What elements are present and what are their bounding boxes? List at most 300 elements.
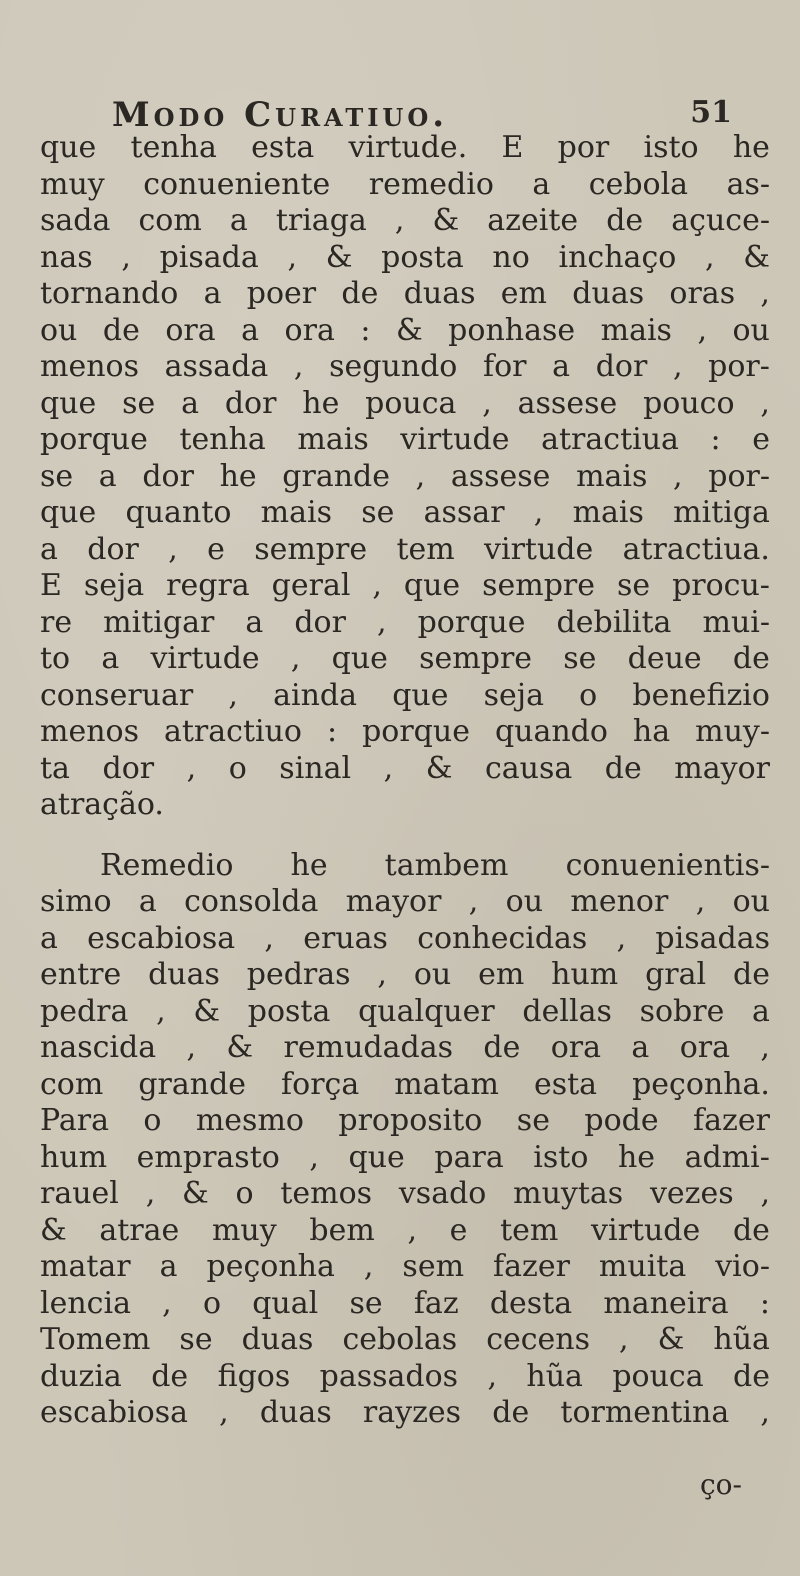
word: , bbox=[186, 1030, 197, 1065]
word: atractiuo bbox=[163, 714, 302, 749]
word: pisada bbox=[159, 239, 259, 275]
word: faz bbox=[413, 1285, 459, 1321]
word: menos bbox=[40, 714, 139, 749]
page-number: 51 bbox=[690, 95, 732, 130]
word: ora bbox=[550, 1030, 602, 1065]
word: & bbox=[226, 1030, 254, 1065]
word: a bbox=[138, 884, 157, 919]
word: quanto bbox=[125, 495, 232, 530]
word: escabiosa bbox=[40, 1395, 188, 1430]
word: he bbox=[302, 385, 340, 421]
word: hũa bbox=[526, 1358, 583, 1394]
word: & bbox=[325, 239, 353, 275]
word: esta bbox=[251, 130, 315, 165]
word: conueniente bbox=[143, 166, 331, 202]
word: , bbox=[293, 349, 304, 384]
word: remudadas bbox=[283, 1030, 453, 1065]
word: mais bbox=[600, 312, 672, 348]
word: gral bbox=[645, 957, 707, 992]
word: ou bbox=[413, 957, 452, 992]
word: hũa bbox=[713, 1322, 770, 1357]
word: , bbox=[186, 750, 197, 786]
word: debilita bbox=[556, 604, 672, 640]
word: quando bbox=[494, 714, 608, 749]
word: sem bbox=[402, 1249, 465, 1284]
catchword: ço- bbox=[700, 1468, 742, 1501]
text-line bbox=[40, 276, 770, 313]
word: , bbox=[673, 458, 683, 494]
word: mitiga bbox=[673, 495, 770, 530]
word: tem bbox=[396, 531, 455, 567]
word: , bbox=[672, 349, 683, 384]
word: fazer bbox=[693, 1103, 770, 1138]
text-line bbox=[40, 678, 770, 715]
word: duas bbox=[403, 276, 476, 311]
word: , bbox=[290, 641, 301, 676]
word: dor bbox=[294, 604, 346, 640]
word: muy bbox=[40, 166, 105, 202]
word: hum bbox=[551, 957, 619, 992]
word: assada bbox=[164, 349, 269, 384]
word: assese bbox=[517, 385, 618, 421]
word: pouca bbox=[612, 1358, 704, 1394]
text-line bbox=[40, 1249, 770, 1286]
word: poer bbox=[246, 276, 317, 311]
word: , bbox=[363, 1249, 374, 1284]
word: dor bbox=[142, 458, 194, 494]
word: ainda bbox=[273, 677, 358, 713]
word: que bbox=[40, 385, 97, 421]
word: mui- bbox=[702, 604, 770, 640]
word: tormentina bbox=[560, 1395, 730, 1430]
word: se bbox=[563, 641, 597, 676]
word: isto bbox=[533, 1139, 589, 1175]
word: atractiua bbox=[541, 422, 679, 457]
text-line bbox=[40, 1395, 770, 1432]
text-line bbox=[40, 957, 770, 994]
word: se bbox=[349, 1285, 383, 1321]
word: escabiosa bbox=[87, 920, 236, 956]
word: atrae bbox=[99, 1212, 180, 1248]
word: por- bbox=[708, 349, 770, 384]
word: a bbox=[245, 604, 264, 640]
word: duas bbox=[148, 957, 220, 992]
word: lencia bbox=[40, 1285, 131, 1321]
word: Remedio bbox=[100, 847, 234, 883]
word: qual bbox=[252, 1285, 319, 1321]
word: , bbox=[760, 1395, 770, 1430]
word: & bbox=[425, 750, 453, 786]
word: tornando bbox=[40, 276, 179, 311]
word: eruas bbox=[303, 920, 388, 956]
word: , bbox=[487, 1358, 497, 1394]
text-line bbox=[40, 1286, 770, 1323]
word: e bbox=[752, 422, 770, 457]
word: nascida bbox=[40, 1030, 157, 1065]
word: de bbox=[732, 641, 770, 676]
text-line bbox=[40, 921, 770, 958]
word: dor bbox=[102, 750, 155, 786]
word: dor bbox=[87, 531, 139, 567]
word: he bbox=[219, 458, 257, 494]
word: a bbox=[203, 276, 222, 311]
word: mayor bbox=[674, 750, 770, 786]
word: vezes bbox=[649, 1176, 734, 1211]
word: he bbox=[290, 847, 328, 883]
word: esta bbox=[533, 1066, 598, 1102]
word: & bbox=[40, 1212, 67, 1248]
word: , bbox=[145, 1176, 156, 1211]
word: ou bbox=[40, 312, 78, 348]
word: pouca bbox=[365, 385, 457, 421]
word: atractiua. bbox=[622, 531, 770, 567]
text-line bbox=[40, 422, 770, 459]
word: seja bbox=[483, 677, 544, 713]
word: , bbox=[219, 1395, 229, 1430]
word: virtude bbox=[591, 1212, 701, 1248]
word: , bbox=[533, 495, 544, 530]
word: for bbox=[483, 349, 527, 384]
text-line bbox=[40, 1067, 770, 1104]
word: se bbox=[616, 568, 651, 603]
word: oras bbox=[669, 276, 736, 311]
word: vio- bbox=[715, 1249, 770, 1284]
word: se bbox=[361, 495, 395, 530]
word: conhecidas bbox=[417, 920, 588, 956]
word: sobre bbox=[639, 993, 725, 1029]
word: : bbox=[710, 422, 721, 457]
word: , bbox=[168, 531, 178, 567]
word: , bbox=[482, 385, 492, 421]
word: o bbox=[202, 1285, 221, 1321]
word: , bbox=[616, 920, 627, 956]
word: Tomem bbox=[40, 1322, 151, 1357]
text-line bbox=[40, 1176, 770, 1213]
word: tem bbox=[500, 1212, 559, 1248]
word: procu- bbox=[672, 568, 770, 603]
word: de bbox=[732, 957, 770, 992]
word: , bbox=[376, 604, 387, 640]
word: mais bbox=[297, 422, 369, 457]
word: & bbox=[743, 239, 770, 275]
word: a bbox=[631, 1030, 650, 1065]
word: nas bbox=[40, 239, 93, 275]
word: duas bbox=[241, 1322, 314, 1357]
text-line bbox=[40, 884, 770, 921]
word: virtude bbox=[400, 422, 510, 457]
word: duzia bbox=[40, 1358, 122, 1394]
word: por bbox=[557, 130, 610, 165]
word: no bbox=[492, 239, 530, 275]
word: duas bbox=[259, 1395, 332, 1430]
word: de bbox=[606, 203, 644, 238]
word: de bbox=[483, 1030, 521, 1065]
word: , bbox=[156, 993, 166, 1029]
word: causa bbox=[484, 750, 573, 786]
word: geral bbox=[271, 568, 351, 603]
word: muita bbox=[598, 1249, 687, 1284]
word: E bbox=[501, 130, 524, 165]
word: he bbox=[732, 130, 770, 165]
word: E bbox=[40, 568, 62, 603]
word: a bbox=[181, 385, 199, 421]
word: a bbox=[241, 312, 260, 348]
word: com bbox=[40, 1066, 104, 1102]
word: mais bbox=[572, 495, 644, 530]
word: tenha bbox=[130, 130, 217, 165]
word: a bbox=[159, 1249, 178, 1284]
word: : bbox=[360, 312, 371, 348]
word: , bbox=[760, 1030, 770, 1065]
word: , bbox=[383, 750, 394, 786]
word: qualquer bbox=[358, 993, 495, 1029]
text-line bbox=[40, 714, 770, 751]
word: e bbox=[207, 531, 225, 567]
word: figos bbox=[217, 1358, 291, 1394]
word: mais bbox=[260, 495, 332, 530]
word: tambem bbox=[384, 847, 509, 883]
text-line bbox=[40, 605, 770, 642]
word: duas bbox=[572, 276, 645, 311]
word: em bbox=[500, 276, 547, 311]
word: triaga bbox=[275, 203, 367, 238]
text-line bbox=[40, 1322, 770, 1359]
word: matam bbox=[394, 1066, 499, 1102]
word: , bbox=[695, 884, 706, 919]
word: mesmo bbox=[195, 1103, 304, 1138]
word: assar bbox=[423, 495, 505, 530]
text-line bbox=[40, 240, 770, 277]
word: , bbox=[760, 276, 770, 311]
word: Para bbox=[40, 1103, 109, 1138]
word: o bbox=[235, 1176, 254, 1211]
word: to bbox=[40, 641, 71, 676]
word: porque bbox=[362, 714, 470, 749]
word: muytas bbox=[513, 1176, 624, 1211]
word: pode bbox=[584, 1103, 659, 1138]
word: , bbox=[705, 239, 715, 275]
word: emprasto bbox=[136, 1139, 280, 1175]
word: segundo bbox=[329, 349, 458, 384]
word: , bbox=[264, 920, 274, 956]
word: força bbox=[281, 1066, 360, 1102]
word: passados bbox=[319, 1358, 459, 1394]
text-line bbox=[40, 1140, 770, 1177]
word: a bbox=[40, 531, 58, 567]
word: se bbox=[40, 458, 74, 494]
word: : bbox=[759, 1285, 770, 1321]
word: & bbox=[182, 1176, 209, 1211]
word: que bbox=[40, 495, 97, 530]
word: : bbox=[326, 714, 338, 749]
word: e bbox=[449, 1212, 468, 1248]
word: que bbox=[40, 130, 97, 165]
word: admi- bbox=[684, 1139, 770, 1175]
word: he bbox=[617, 1139, 656, 1175]
word: seja bbox=[83, 568, 145, 603]
word: a bbox=[40, 920, 58, 956]
word: para bbox=[434, 1139, 504, 1175]
text-line bbox=[40, 1213, 770, 1250]
text-line bbox=[40, 495, 770, 532]
word: grande bbox=[282, 458, 391, 494]
text-line bbox=[40, 459, 770, 496]
running-head: Modo Curatiuo. bbox=[112, 95, 449, 135]
text-line bbox=[40, 1103, 770, 1140]
word: matar bbox=[40, 1249, 131, 1284]
word: com bbox=[138, 203, 202, 238]
word: hum bbox=[40, 1139, 108, 1175]
word: proposito bbox=[338, 1103, 483, 1138]
word: entre bbox=[40, 957, 122, 992]
word: remedio bbox=[368, 166, 494, 202]
word: posta bbox=[381, 239, 464, 275]
word: se bbox=[122, 385, 156, 421]
word: mais bbox=[576, 458, 648, 494]
word: rayzes bbox=[362, 1395, 462, 1430]
word: que bbox=[331, 641, 388, 676]
word: , bbox=[372, 568, 382, 603]
word: sada bbox=[40, 203, 111, 238]
word: virtude. bbox=[348, 130, 468, 165]
word: virtude bbox=[484, 531, 594, 567]
word: sempre bbox=[419, 641, 533, 676]
word: açuce- bbox=[671, 203, 770, 238]
word: simo bbox=[40, 884, 112, 919]
word: , bbox=[394, 203, 405, 238]
word: ta bbox=[40, 750, 70, 786]
word: a bbox=[101, 641, 120, 676]
word: peçonha. bbox=[632, 1066, 770, 1102]
word: de bbox=[492, 1395, 530, 1430]
body-text bbox=[40, 130, 770, 1432]
text-line: atração. bbox=[40, 787, 164, 822]
word: tenha bbox=[179, 422, 266, 457]
word: cecens bbox=[486, 1322, 591, 1357]
word: & bbox=[657, 1322, 685, 1357]
word: de bbox=[732, 1212, 770, 1248]
word: inchaço bbox=[558, 239, 677, 275]
word: de bbox=[102, 312, 140, 348]
text-line bbox=[40, 386, 770, 423]
word: , bbox=[760, 1176, 770, 1211]
word: ou bbox=[732, 884, 770, 919]
word: ou bbox=[505, 884, 544, 919]
paragraph-2 bbox=[40, 848, 770, 1432]
word: porque bbox=[417, 604, 526, 640]
word: , bbox=[697, 312, 707, 348]
word: ora bbox=[679, 1030, 730, 1065]
word: posta bbox=[247, 993, 331, 1029]
word: vsado bbox=[398, 1176, 487, 1211]
word: as- bbox=[726, 166, 770, 202]
word: , bbox=[228, 677, 238, 713]
word: , bbox=[407, 1212, 417, 1248]
word: & bbox=[193, 993, 221, 1029]
word: pedras bbox=[246, 957, 351, 992]
word: se bbox=[179, 1322, 213, 1357]
word: que bbox=[392, 677, 449, 713]
word: bem bbox=[309, 1212, 375, 1248]
word: conuenientis- bbox=[565, 847, 770, 883]
word: ora bbox=[165, 312, 216, 348]
word: ha bbox=[632, 714, 671, 749]
word: regra bbox=[166, 568, 250, 603]
word: porque bbox=[40, 422, 148, 457]
word: fazer bbox=[493, 1249, 570, 1284]
word: consolda bbox=[184, 884, 319, 919]
word: cebolas bbox=[342, 1322, 458, 1357]
text-line bbox=[40, 203, 770, 240]
word: assese bbox=[450, 458, 551, 494]
word: de bbox=[732, 1358, 770, 1394]
word: a bbox=[752, 993, 770, 1029]
word: pouco bbox=[643, 385, 735, 421]
word: dor bbox=[595, 349, 648, 384]
word: re bbox=[40, 604, 73, 640]
word: , bbox=[309, 1139, 319, 1175]
word: dellas bbox=[522, 993, 612, 1029]
word: que bbox=[403, 568, 461, 603]
text-line bbox=[40, 848, 770, 885]
word: azeite bbox=[487, 203, 579, 238]
word: , bbox=[162, 1285, 172, 1321]
word: o bbox=[143, 1103, 162, 1138]
word: conseruar bbox=[40, 677, 194, 713]
word: , bbox=[619, 1322, 629, 1357]
word: de bbox=[151, 1358, 189, 1394]
word: isto bbox=[643, 130, 699, 165]
word: mitigar bbox=[103, 604, 215, 640]
text-line bbox=[40, 994, 770, 1031]
word: , bbox=[415, 458, 426, 494]
word: grande bbox=[138, 1066, 247, 1102]
word: deue bbox=[627, 641, 702, 676]
word: em bbox=[478, 957, 525, 992]
word: que bbox=[348, 1139, 405, 1175]
text-line bbox=[40, 1359, 770, 1396]
word: sinal bbox=[279, 750, 352, 786]
text-line bbox=[40, 641, 770, 678]
word: muy bbox=[211, 1212, 277, 1248]
word: muy- bbox=[695, 714, 770, 749]
word: cebola bbox=[588, 166, 689, 202]
word: pedra bbox=[40, 993, 129, 1029]
word: benefizio bbox=[632, 677, 770, 713]
paragraph-1 bbox=[40, 130, 770, 824]
text-line bbox=[40, 130, 770, 167]
word: de bbox=[604, 750, 642, 786]
word: & bbox=[395, 312, 423, 348]
word: sempre bbox=[482, 568, 596, 603]
word: , bbox=[287, 239, 297, 275]
word: se bbox=[516, 1103, 550, 1138]
text-line bbox=[40, 1030, 770, 1067]
word: a bbox=[552, 349, 571, 384]
word: & bbox=[432, 203, 460, 238]
text-line bbox=[40, 313, 770, 350]
text-line bbox=[40, 349, 770, 386]
word: , bbox=[121, 239, 131, 275]
word: peçonha bbox=[206, 1249, 335, 1284]
word: maneira bbox=[603, 1285, 729, 1321]
word: ponhase bbox=[448, 312, 576, 348]
word: , bbox=[760, 385, 770, 421]
word: , bbox=[468, 884, 479, 919]
word: pisadas bbox=[655, 920, 770, 956]
word: a bbox=[532, 166, 551, 202]
word: , bbox=[377, 957, 387, 992]
